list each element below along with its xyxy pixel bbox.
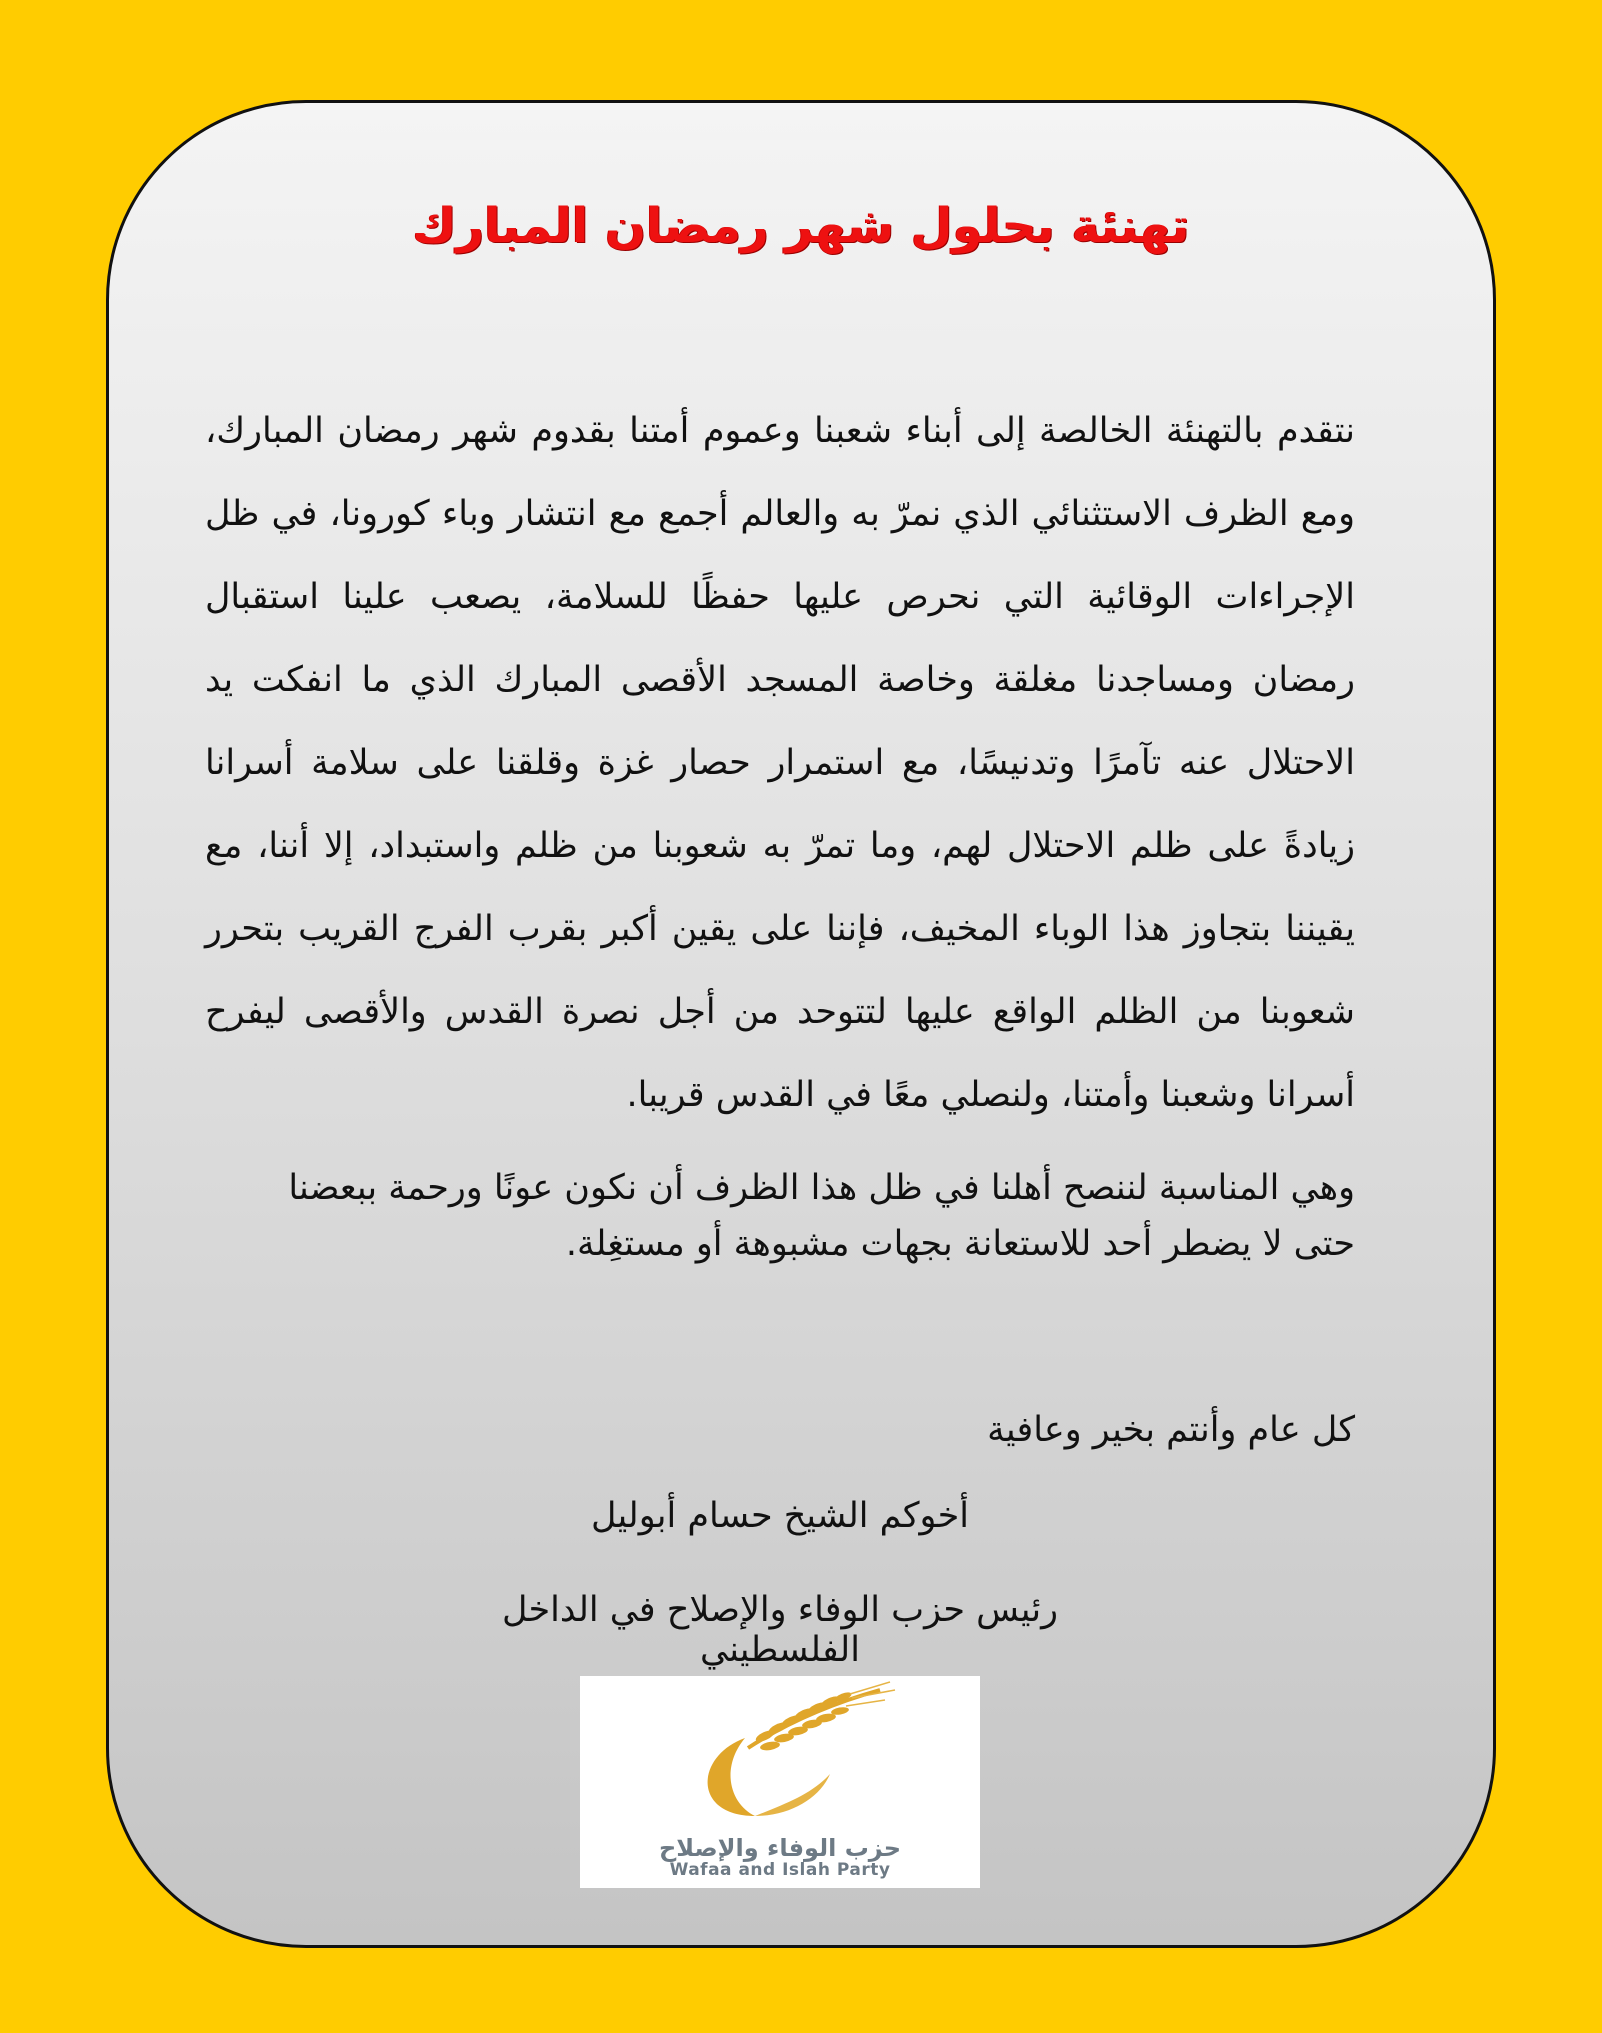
- logo-arabic-text: حزب الوفاء والإصلاح: [658, 1834, 902, 1862]
- party-logo: [580, 1676, 980, 1888]
- page-title: تهنئة بحلول شهر رمضان المبارك: [412, 198, 1190, 254]
- signature-title: رئيس حزب الوفاء والإصلاح في الداخل الفلسطيني: [502, 1590, 1058, 1670]
- logo-english-text: Wafaa and Islah Party: [669, 1860, 891, 1880]
- wheat-icon: [580, 1676, 980, 1836]
- body-paragraph-2: وهي المناسبة لننصح أهلنا في ظل هذا الظرف أن نكون عونًا ورحمة ببعضنا حتى لا يضطر أحد للاستعانة بجهات مشبوهة أو مستغِلة.: [288, 1168, 1355, 1264]
- greeting-line: كل عام وأنتم بخير وعافية: [987, 1410, 1355, 1450]
- body-paragraph-1: نتقدم بالتهنئة الخالصة إلى أبناء شعبنا وعموم أمتنا بقدوم شهر رمضان المبارك، ومع الظرف الاستثنائي الذي نمرّ به والعالم أجمع مع انتشار وباء كورونا، في ظل الإجراءات الوقائية التي نحرص عليها حفظًا للسلامة، يصعب علينا استقبال رمضان ومساجدنا مغلقة وخاصة المسجد الأقصى المبارك الذي ما انفكت يد الاحتلال عنه تآمرًا وتدنيسًا، مع استمرار حصار غزة وقلقنا على سلامة أسرانا زيادةً على ظلم الاحتلال لهم، وما تمرّ به شعوبنا من ظلم واستبداد، إلا أننا، مع يقيننا بتجاوز هذا الوباء المخيف، فإننا على يقين أكبر بقرب الفرج القريب بتحرر شعوبنا من الظلم الواقع عليها لتتوحد من أجل نصرة القدس والأقصى ليفرح أسرانا وشعبنا وأمتنا، ولنصلي معًا في القدس قريبا.: [205, 411, 1355, 1115]
- signature-name: أخوكم الشيخ حسام أبوليل: [590, 1496, 969, 1536]
